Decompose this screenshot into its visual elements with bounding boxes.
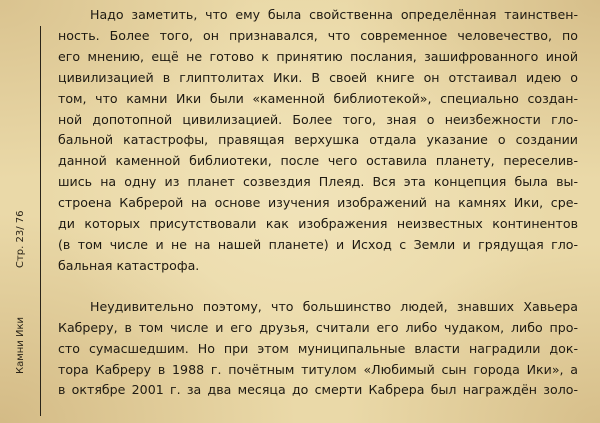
text-line: ной допотопной цивилизацией. Более того, зная о неизбежности гло- — [58, 111, 578, 127]
text-line: его мнению, ещё не готово к принятию послания, зашифрованного иной — [58, 48, 578, 64]
text-line: ди которых присутствовали как изображения неизвестных континентов — [58, 216, 578, 232]
text-line: тора Кабреру в 1988 г. почётным титулом «Любимый сын города Ики», а — [58, 361, 578, 377]
paragraph-1 — [58, 5, 578, 277]
page-text — [58, 5, 578, 401]
book-title-label: Камни Ики — [15, 316, 26, 374]
margin-rule — [40, 26, 41, 416]
paragraph-2 — [58, 297, 578, 402]
text-line: бальной катастрофы, правящая верхушка отдала указание о создании — [58, 132, 578, 148]
page-number-label: Стр. 23/ 76 — [15, 210, 26, 268]
text-line: строена Кабрерой на основе изучения изображений на камнях Ики, сре- — [58, 195, 578, 211]
text-line: цивилизацией в глиптолитах Ики. В своей книге он отстаивал идею о — [58, 69, 578, 85]
text-line: в октябре 2001 г. за два месяца до смерти Кабрера был награждён золо- — [58, 382, 578, 398]
text-line: Надо заметить, что ему была свойственна определённая таинствен- — [90, 7, 578, 22]
text-line: сто сумасшедшим. Но при этом муниципальные власти наградили док- — [58, 340, 578, 356]
text-line: бальная катастрофа. — [58, 257, 200, 273]
text-line: ность. Более того, он признавался, что современное человечество, по — [58, 27, 578, 43]
text-line: том, что камни Ики были «каменной библиотекой», специально создан- — [58, 90, 578, 106]
text-line: Кабреру, в том числе и его друзья, считали его либо чудаком, либо про- — [58, 319, 578, 335]
text-line: шись на одну из планет созвездия Плеяд. Вся эта концепция была вы- — [58, 174, 578, 190]
text-line: Неудивительно поэтому, что большинство людей, знавших Хавьера — [90, 298, 578, 314]
text-line: (в том числе и не на нашей планете) и Исход с Земли и грядущая гло- — [58, 236, 578, 252]
text-line: данной каменной библиотеки, после чего оставила планету, переселив- — [58, 153, 578, 169]
